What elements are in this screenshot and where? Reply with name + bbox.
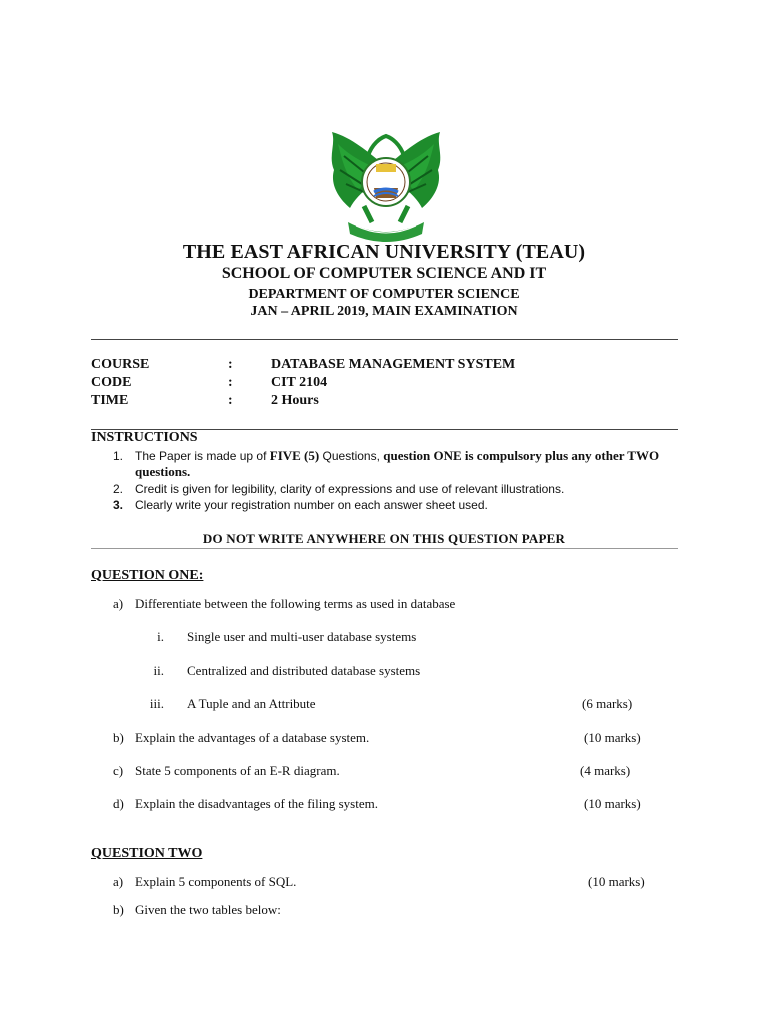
question-letter: b): [113, 730, 124, 745]
instructions-heading: INSTRUCTIONS: [91, 430, 198, 445]
university-name: THE EAST AFRICAN UNIVERSITY (TEAU): [182, 241, 586, 263]
school-name: SCHOOL OF COMPUTER SCIENCE AND IT: [221, 265, 547, 282]
instruction-number: 1.: [113, 449, 124, 463]
instruction-text: Clearly write your registration number on each answer sheet used.: [135, 498, 488, 512]
university-logo: [324, 126, 448, 244]
info-separator: :: [228, 357, 233, 372]
question-letter: a): [113, 874, 124, 889]
department-name: DEPARTMENT OF COMPUTER SCIENCE: [248, 287, 520, 302]
info-value: 2 Hours: [271, 393, 319, 408]
divider: [91, 339, 678, 340]
marks-label: (10 marks): [588, 874, 645, 889]
marks-label: (10 marks): [584, 796, 641, 811]
question-letter: b): [113, 902, 124, 917]
question-text: Differentiate between the following terms as used in database: [135, 596, 456, 611]
marks-label: (10 marks): [584, 730, 641, 745]
warning-text: DO NOT WRITE ANYWHERE ON THIS QUESTION PAPER: [202, 531, 566, 546]
question-two-heading: QUESTION TWO: [91, 846, 203, 861]
marks-label: (4 marks): [580, 763, 631, 778]
info-label: CODE: [91, 375, 132, 390]
question-text: Explain the disadvantages of the filing system.: [135, 796, 378, 811]
info-value: CIT 2104: [271, 375, 328, 390]
question-letter: a): [113, 596, 124, 611]
sub-question-text: A Tuple and an Attribute: [187, 696, 316, 711]
question-one-heading: QUESTION ONE:: [91, 568, 204, 583]
info-separator: :: [228, 375, 233, 390]
instruction-text: The Paper is made up of FIVE (5) Questions, question ONE is compulsory plus any other TWO questions.: [135, 448, 660, 479]
info-label: TIME: [91, 393, 129, 408]
question-letter: c): [113, 763, 124, 778]
sub-question-text: Centralized and distributed database systems: [187, 663, 421, 678]
marks-label: (6 marks): [582, 696, 633, 711]
info-separator: :: [228, 393, 233, 408]
question-text: Given the two tables below:: [135, 902, 281, 917]
instruction-number: 2.: [113, 482, 124, 496]
exam-session: JAN – APRIL 2019, MAIN EXAMINATION: [250, 304, 518, 319]
question-letter: d): [113, 796, 124, 811]
divider: [91, 548, 678, 549]
info-label: COURSE: [91, 357, 150, 372]
instruction-text: Credit is given for legibility, clarity of expressions and use of relevant illustrations.: [135, 482, 565, 496]
question-text: Explain the advantages of a database system.: [135, 730, 370, 745]
info-value: DATABASE MANAGEMENT SYSTEM: [271, 357, 516, 372]
sub-question-text: Single user and multi-user database systems: [187, 629, 417, 644]
question-text: State 5 components of an E-R diagram.: [135, 763, 340, 778]
question-text: Explain 5 components of SQL.: [135, 874, 297, 889]
instruction-number: 3.: [113, 498, 124, 512]
